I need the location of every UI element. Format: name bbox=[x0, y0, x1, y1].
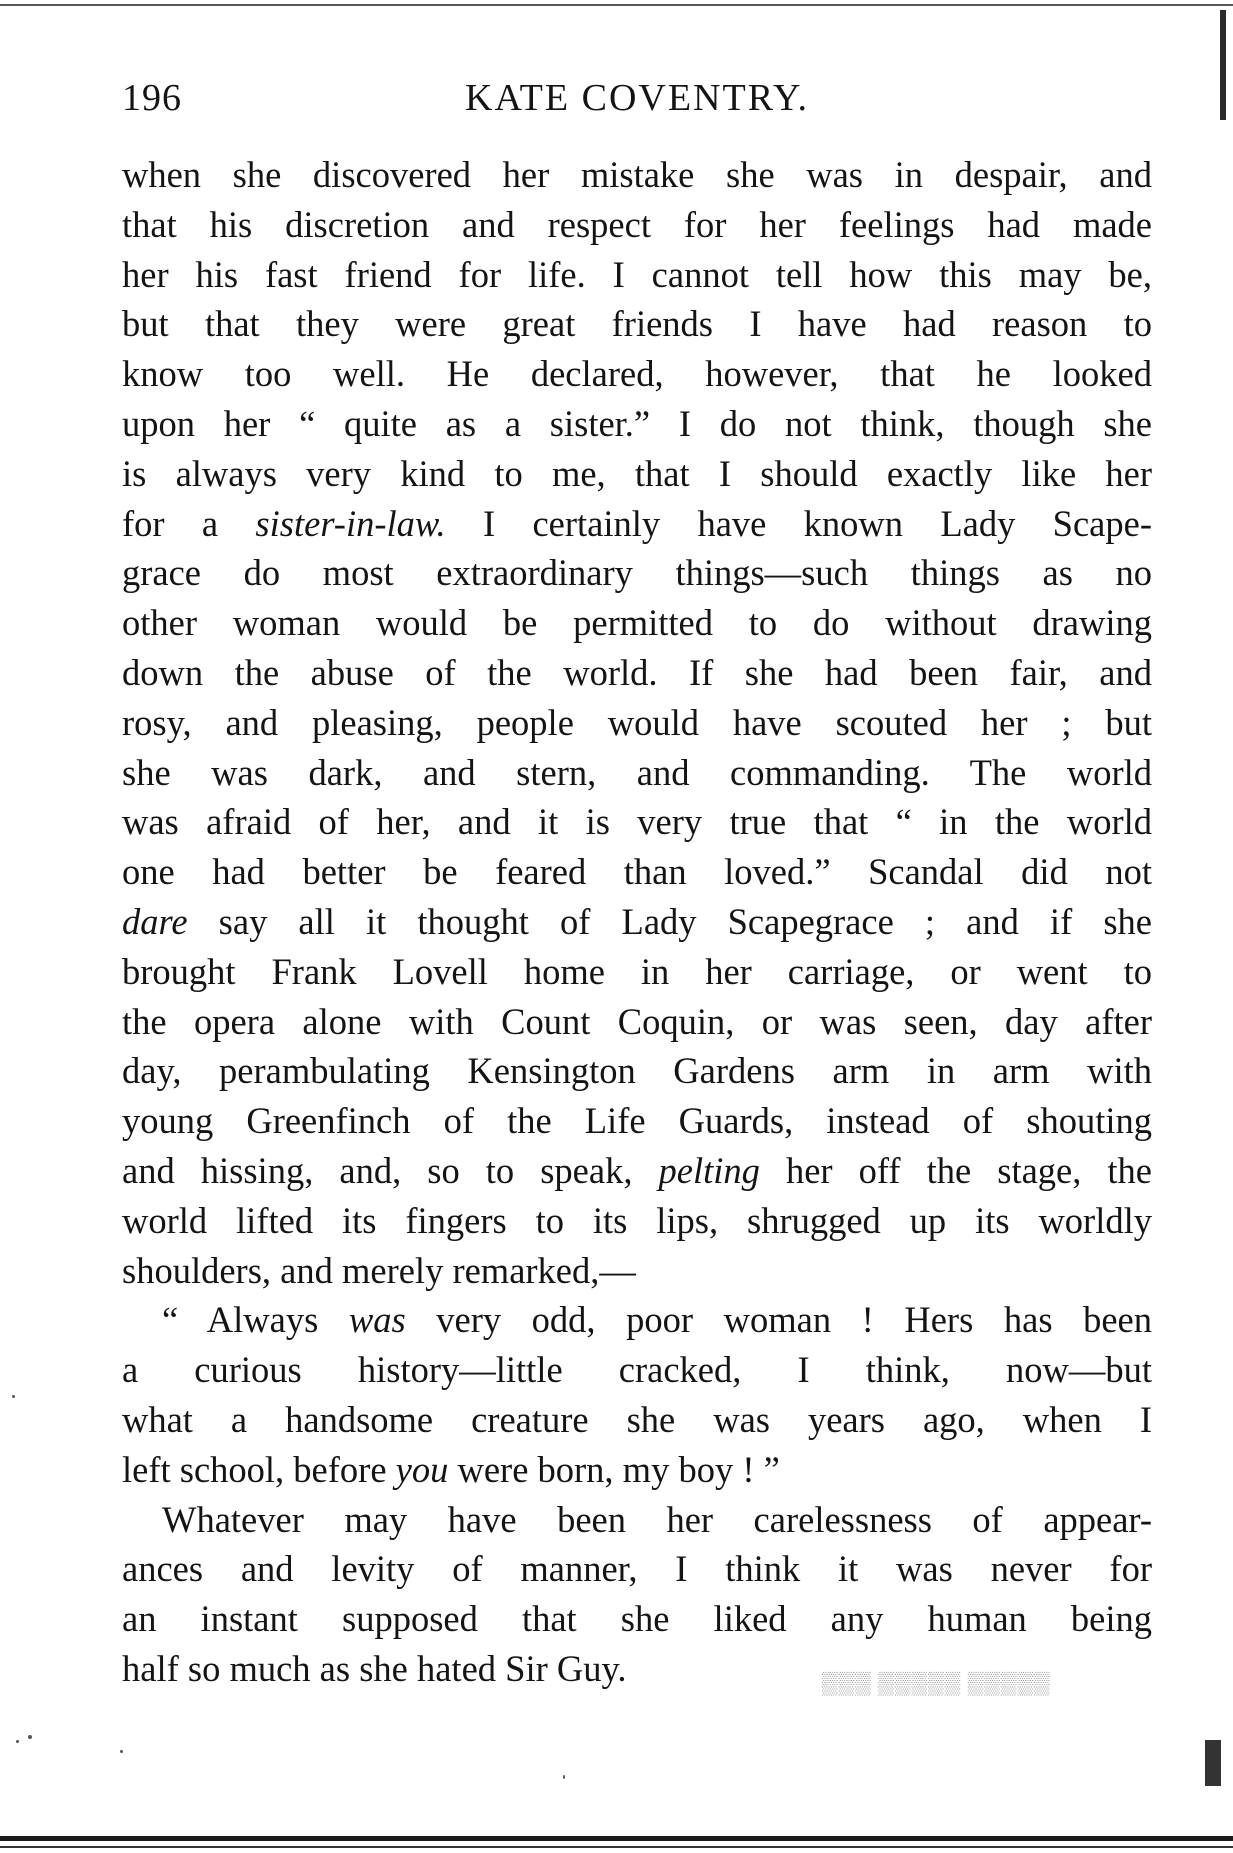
bottom-scan-rule-thin bbox=[0, 1846, 1233, 1848]
text-line bbox=[122, 1544, 1152, 1594]
text-line bbox=[122, 947, 1152, 997]
line-text: world lifted its fingers to its lips, shrugged up its worldly bbox=[122, 1199, 1152, 1241]
line-text: down the abuse of the world. If she had been fair, and bbox=[122, 651, 1152, 693]
line-text-after: her off the stage, the bbox=[759, 1149, 1153, 1191]
italic-phrase: sister-in-law. bbox=[255, 502, 446, 544]
italic-phrase: dare bbox=[122, 900, 188, 942]
line-text: that his discretion and respect for her feelings had made bbox=[122, 203, 1152, 245]
line-text: shoulders, and merely remarked,— bbox=[122, 1249, 636, 1291]
italic-phrase: you bbox=[395, 1448, 449, 1490]
line-text: was afraid of her, and it is very true that “ in the world bbox=[122, 801, 1152, 843]
scan-speck bbox=[563, 1775, 565, 1779]
line-text: a curious history—little cracked, I think, now—but bbox=[122, 1349, 1152, 1391]
line-text: an instant supposed that she liked any human being bbox=[122, 1598, 1152, 1640]
book-title: KATE COVENTRY. bbox=[465, 77, 809, 119]
text-line bbox=[122, 449, 1152, 499]
text-line bbox=[122, 299, 1152, 349]
text-line bbox=[122, 200, 1152, 250]
text-line bbox=[122, 598, 1152, 648]
text-line bbox=[122, 1295, 1152, 1345]
line-text: rosy, and pleasing, people would have scouted her ; but bbox=[122, 701, 1152, 743]
line-text: other woman would be permitted to do without drawing bbox=[122, 602, 1152, 644]
library-stamp-mark: ▒▒▒ ▒▒▒▒▒ ▒▒▒▒▒ bbox=[822, 1670, 1051, 1695]
line-text: young Greenfinch of the Life Guards, instead of shouting bbox=[122, 1100, 1152, 1142]
line-text-before: “ Always bbox=[162, 1299, 349, 1341]
scan-speck bbox=[16, 1740, 19, 1743]
text-line bbox=[122, 250, 1152, 300]
line-text: Whatever may have been her carelessness of appear- bbox=[162, 1498, 1152, 1540]
line-text: but that they were great friends I have had reason to bbox=[122, 303, 1152, 345]
text-line bbox=[122, 797, 1152, 847]
page-number: 196 bbox=[122, 77, 182, 119]
line-text: her his fast friend for life. I cannot tell how this may be, bbox=[122, 253, 1152, 295]
running-head bbox=[122, 76, 1152, 126]
line-text: upon her “ quite as a sister.” I do not think, though she bbox=[122, 402, 1152, 444]
text-line bbox=[122, 1096, 1152, 1146]
line-text: she was dark, and stern, and commanding. The world bbox=[122, 751, 1152, 793]
line-text: the opera alone with Count Coquin, or was seen, day after bbox=[122, 1000, 1152, 1042]
line-text: one had better be feared than loved.” Scandal did not bbox=[122, 851, 1152, 893]
line-text-after: say all it thought of Lady Scapegrace ; and if she bbox=[187, 900, 1152, 942]
bottom-scan-edge-mark bbox=[1205, 1740, 1221, 1786]
line-text: know too well. He declared, however, that he looked bbox=[122, 353, 1152, 395]
italic-phrase: pelting bbox=[658, 1149, 760, 1191]
line-text: is always very kind to me, that I should exactly like her bbox=[122, 452, 1152, 494]
text-line bbox=[122, 748, 1152, 798]
text-line bbox=[122, 1046, 1152, 1096]
text-line bbox=[122, 897, 1152, 947]
text-line bbox=[122, 1594, 1152, 1644]
scan-speck bbox=[28, 1735, 32, 1739]
text-line bbox=[122, 997, 1152, 1047]
top-scan-rule bbox=[0, 4, 1233, 6]
line-text-before: and hissing, and, so to speak, bbox=[122, 1149, 659, 1191]
text-line bbox=[122, 1196, 1152, 1246]
text-line bbox=[122, 698, 1152, 748]
text-line bbox=[122, 648, 1152, 698]
line-text: day, perambulating Kensington Gardens arm in arm with bbox=[122, 1050, 1152, 1092]
line-text: half so much as she hated Sir Guy. bbox=[122, 1647, 627, 1689]
text-line bbox=[122, 150, 1152, 200]
line-text: grace do most extraordinary things—such things as no bbox=[122, 552, 1152, 594]
text-line bbox=[122, 399, 1152, 449]
line-text-after: very odd, poor woman ! Hers has been bbox=[405, 1299, 1152, 1341]
body-text bbox=[122, 150, 1152, 1694]
line-text: ances and levity of manner, I think it was never for bbox=[122, 1548, 1152, 1590]
scan-speck bbox=[12, 1395, 15, 1398]
right-scan-edge-mark bbox=[1220, 10, 1226, 120]
line-text-before: left school, before bbox=[122, 1448, 396, 1490]
line-text-after: were born, my boy ! ” bbox=[448, 1448, 780, 1490]
scan-speck bbox=[120, 1750, 123, 1753]
text-line bbox=[122, 1246, 1152, 1296]
text-line bbox=[122, 1345, 1152, 1395]
bottom-scan-rule bbox=[0, 1836, 1233, 1841]
text-line bbox=[122, 1395, 1152, 1445]
line-text: when she discovered her mistake she was in despair, and bbox=[122, 154, 1152, 195]
text-line bbox=[122, 847, 1152, 897]
text-line bbox=[122, 499, 1152, 549]
text-line bbox=[122, 349, 1152, 399]
line-text: brought Frank Lovell home in her carriage, or went to bbox=[122, 950, 1152, 992]
line-text: what a handsome creature she was years ago, when I bbox=[122, 1398, 1152, 1440]
text-line bbox=[122, 1445, 1152, 1495]
text-line bbox=[122, 1495, 1152, 1545]
text-line bbox=[122, 548, 1152, 598]
line-text-before: for a bbox=[122, 502, 256, 544]
text-line bbox=[122, 1146, 1152, 1196]
italic-phrase: was bbox=[348, 1299, 406, 1341]
line-text-after: I certainly have known Lady Scape- bbox=[445, 502, 1152, 544]
